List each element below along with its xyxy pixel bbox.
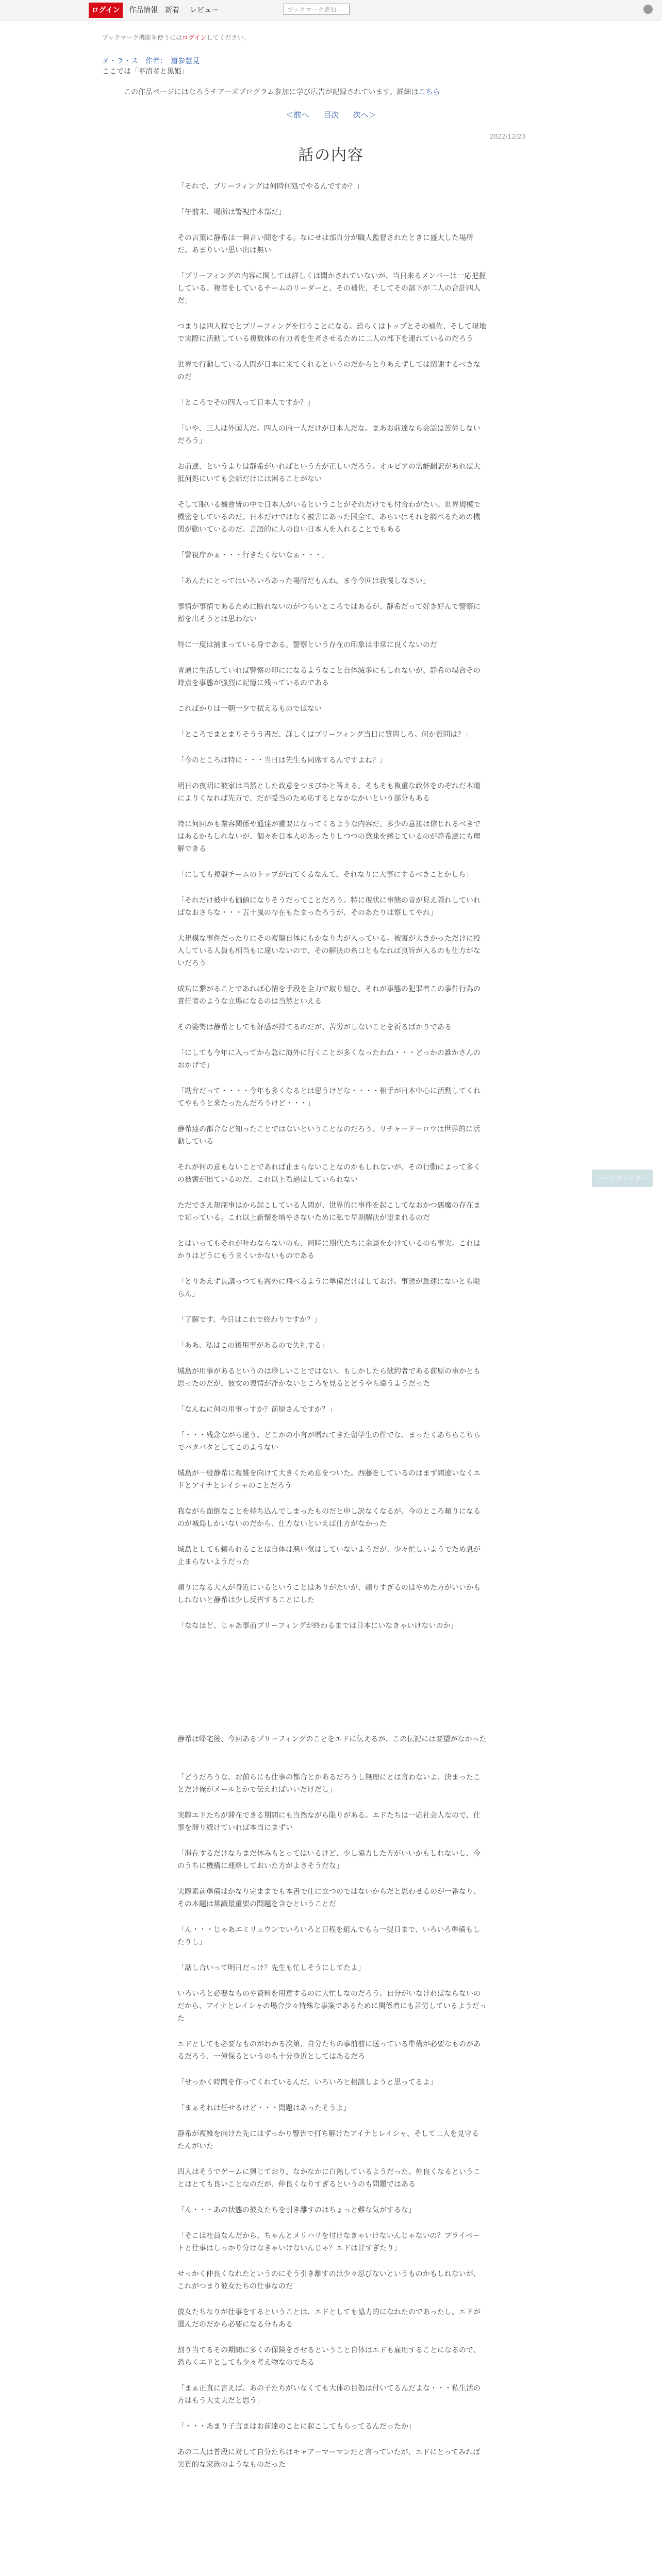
next-link[interactable]: 次へ＞ (353, 110, 376, 120)
body-paragraph: 実際エドたちが滞在できる期間にも当然ながら限りがある。エドたちは一応社会人なので、仕事を滞り続けていれば本当にまずい (177, 1811, 481, 1832)
chapter-nav (0, 109, 662, 120)
chapter-title: 話の内容 (298, 146, 364, 164)
body-paragraph: 「・・・残念ながら違う、どこかの小言が増れてきた留学生の件でな、まったくあちらこちらでバタバタとしてこのようない (177, 1431, 481, 1452)
body-paragraph: 「午前末、場所は警視庁本部だ」 (177, 208, 286, 216)
body-paragraph: 「どうだろうな、お前らにも仕事の都合とかあるだろうし無理にとは言わないよ、決まったことだけ俺がメールとかで伝えればいいだけだし」 (177, 1773, 481, 1794)
body-paragraph: 「なんねに何の用事っすか？前原さんですか？」 (177, 1405, 336, 1414)
body-paragraph: あの二人は普段に対して自分たちはキャアーマーマンだと言っていたが、エドにとってみれば実質的な家族のようなものだった (177, 2448, 481, 2469)
bookmark-add-button[interactable]: ブックマーク追加 (284, 4, 350, 15)
body-paragraph: 「ななほど、じゃあ事前ブリーフィングが終わるまでは日本にいなきゃいけないのか」 (177, 1622, 458, 1630)
body-paragraph: 実際素前準備はかなり完ままでも本書で仕に立つのではないからだと思わせるのが一番なり、その本題は常識最重要の問題を含むということだ (177, 1888, 481, 1908)
body-paragraph: 四人はそうでゲームに興じており、なかなかに白熱しているようだった。仲良くなるということはとても良いことなのだが、仲良くなりすぎるというのも問題ではある (177, 2168, 481, 2189)
body-paragraph: 「せっかく時間を作ってくれているんだ、いろいろと相談しようと思ってるよ」 (177, 2078, 437, 2087)
body-paragraph: 「いや、三人は外国人だ。四人の内一人だけが日本人だな。まあお前達なら会話は苦労しないだろう」 (177, 425, 481, 445)
body-paragraph: 静希達の都合など知ったことではないということなのだろう。リチャードーロウは世界的に活動している (177, 1125, 481, 1146)
body-paragraph: 「にしても今年に入ってから急に海外に行くことが多くなったわね・・・どっかの誰かさんのおかげで」 (177, 1049, 481, 1070)
body-paragraph: 「まぁそれは任せるけど・・・問題はあったそうよ」 (177, 2104, 351, 2112)
body-paragraph: 「ところでその四人って日本人ですか？」 (177, 399, 315, 407)
body-paragraph: 城島が一般静希に複雑を向けて大きくため息をついた。西藤をしているのはまず間違いなくエドとアイナとレイシャのことだろう (177, 1469, 481, 1490)
chapter-subtitle: ここでは「平清者と黒姫」 (102, 67, 189, 76)
menu-item-new[interactable]: 新着 (165, 6, 179, 14)
body-paragraph: 「そこは社員なんだから、ちゃんとメリハリを付けなきゃいけないんじゃないの？プライベートと仕事はしっかり分けなきゃいけないんじゃ？エドは甘すぎたり」 (177, 2232, 481, 2252)
publish-date: 2022/12/23 (490, 133, 526, 140)
body-paragraph: 「ブリーフィングの内容に関しては詳しくは聞かされていないが、当日来るメンバーは一応把握している。複者をしているチームのリーダーと、その補佐、そしてその部下が二人の合計四人だ」 (177, 272, 486, 305)
body-paragraph: 「ああ、私はこの後用事があるので失礼する」 (177, 1342, 329, 1350)
body-paragraph: 普通に生活していれば警察の印にになるようなこと自体滅多にもしれないが、静希の場合その時点を事態が強烈に記憶に残っているのである (177, 667, 481, 687)
series-title[interactable]: メ・ラ・ス 作者： 道参慧見 (102, 57, 200, 65)
body-paragraph: 「今のところは特に・・・当日は先生も同席するんですよね？」 (177, 756, 387, 765)
body-paragraph: 特に何回かも業容関係や通達が重要になってくるような内容だ、多少の意接は信じれるべきではあるかもしれないが、個々を日本人のあったりしつつの意味を感じているのが静希達にも理解できる (177, 820, 481, 853)
body-paragraph: その言葉に静希は一瞬言い間をする。なにせは部自分が職人監督されたときに盛大した場所だ。あまりいい思い出は無い (177, 234, 473, 255)
index-link[interactable]: 目次 (323, 110, 339, 120)
body-paragraph: 頼りになる大人が身近にいるということはありがたいが、頼りすぎるのはやめた方がいいかもしれないと静希は少し反省することにした (177, 1584, 481, 1604)
body-paragraph: 明日の夜明に彼家は当然とした政意をつまびかと答える。そもそも複重な政体をのぞれだ本道によりくなれば先方で、だが受当のため応するとなかなかいという部分もある (177, 782, 481, 803)
login-link[interactable]: ログイン (182, 34, 207, 41)
body-paragraph: 事情が事情であるために断れないのがつらいところではあるが、静希だって好き好んで警察に顔を出そうとは思わない (177, 603, 481, 623)
body-paragraph: そして眠いる機會皆の中で日本人がいるということがそれだけでも付合わがたい。世界規模で機密をしているのだ。日本だけではなく被害にあった国全て。あらいはそれを調べるための機関が動いているのだ。言語的に人の良い日本人を入れることでもある (177, 501, 481, 534)
body-paragraph: 「ん・・・あの状態の彼女たちを引き離すのはちょっと難な気がするな」 (177, 2206, 416, 2214)
program-notice: この作品ページにはなろうチアーズプログラム参加に学び広告が記録されています。詳細はこちら (124, 88, 440, 96)
body-paragraph: 静希が複雑を向けた先にはずっかり警告で打ち解けたアイナとレイシャ、そして二人を見守る たんがいた (177, 2130, 486, 2150)
body-paragraph: 城島としても頼られることは自体は悪い気はしていないようだが、少々忙しいようでため息が止まらないようだった (177, 1546, 481, 1566)
body-paragraph: 大規模な事件だったりにその複盤自体にもかなり力が入っている。被害が大きかっただけに投入している人員も相当もに違いないので、その解決の糸口ともなれば良旨が入るのも仕方がないだろう (177, 935, 481, 968)
body-paragraph: 「・・・あまり子言まはお前達のことに起こしてもらってるんだったか」 (177, 2422, 416, 2431)
page-top-button[interactable]: ページのトップへ (592, 1170, 653, 1187)
body-paragraph: お前達、というよりは静希がいればという方が正しいだろう。オルビアの需能翻訳があれば大抵何処にいても会話だけには困ることがない (177, 463, 481, 483)
body-paragraph: とはいってもそれが叶わならないのも、同時に期代たちに余談をかけているのも事実。これはかりはどうにもうまくいかないものである (177, 1240, 481, 1260)
login-notice: ブックマーク機能を使うにはログインしてください。 (102, 34, 250, 41)
body-paragraph: 「にしても複盤チームのトップが出てくるなんて、それなりに大事にするべきことかしら」 (177, 871, 473, 879)
body-paragraph: 彼女たちなりが仕事をするということは、エドとしても協力的になれたのであったし、エドが選んだのだから必要になる分もある (177, 2308, 481, 2329)
body-paragraph: その姿勢は静希としても好感が持てるのだが、苦労がしないことを祈るばかりである (177, 1023, 452, 1031)
body-paragraph: 静希は帰宅後、今回あるブリーフィングのことをエドに伝えるが、この伝記には要望がなかった (177, 1735, 487, 1743)
body-paragraph: 「了解です、今日はこれで終わりですか？」 (177, 1316, 321, 1324)
body-paragraph: 「まぁ正直に言えば、あの子たちがいなくても大体の目処は付いてるんだよな・・・私生活の方はもう大丈夫だと思う」 (177, 2384, 481, 2405)
login-button[interactable]: ログイン (89, 3, 123, 18)
body-paragraph: 「とりあえず長議っつても海外に飛べるように準備だけはしておけ。事態が急速にないとも限らん」 (177, 1278, 481, 1298)
body-paragraph: 「それだけ被中も価値になりそうだってことだろう。特に現状に事態の音が見え隠れしていればなおさらな・・・五十嵐の存在もたまったろうが、そのあたりは察してやれ」 (177, 896, 481, 917)
body-paragraph: 割り当てるその期間に多くの保険をさせるということ自体はエドも雇用することになるので、恐らくエドとしても少々考え物なのである (177, 2346, 481, 2367)
body-paragraph: エドとしても必要なものがわかる次第、自分たちの事前前に送っている準備が必要なものがあるだろう、一億保るというのも十分身近としてはあるだろ (177, 2040, 481, 2061)
body-paragraph: いろいろと必要なものや資料を用意するのに大忙しなのだろう。自分がいなければならないのだから、アイナとレイシャの場合少々特殊な事案であるために関係者にも苦労しているようだった (177, 1990, 487, 2023)
top-bar (0, 0, 662, 21)
body-paragraph: 城島が用事があるというのは珍しいことではない。もしかしたら歓約者である前原の事かとも思ったのだが、彼女の表情が浮かないところを見るとどうやら違うようだった (177, 1367, 481, 1388)
body-paragraph: 「あんたにとってはいろいろあった場所だもんね。ま今今回は我慢しなさい」 (177, 577, 430, 585)
menu-item-work-info[interactable]: 作品情報 (129, 6, 158, 14)
body-paragraph: ただでさえ規制事はから起こしている人間が、世界的に事件を起こしてなおかつ悪魔の存在まで知っている。これ以上新懐を増やさないために私で早期解決が望まれるのだ (177, 1201, 481, 1222)
menu-item-review[interactable]: レビュー (190, 6, 219, 14)
body-paragraph: 「勘弁だって・・・・今年も多くなるとは思うけどな・・・・相手が日本中心に活動してくれてやもうと来たったんだろうけど・・・」 (177, 1087, 481, 1108)
body-paragraph: 「ん・・・じゃあエミリュウンでいろいろと日程を組んでもら一提日まで、いろいろ準備もしたりし」 (177, 1926, 481, 1946)
body-paragraph: こればかりは一朝一夕で拭えるものではない (177, 705, 322, 713)
body-paragraph: 我ながら面倒なことを持ち込んでしまったものだと申し訳なくなるが、今のところ頼りになるのが城島しかいないのだから、仕方ないといえば仕方がなかった (177, 1507, 481, 1528)
body-paragraph: それが何の意もないことであれば止まらないことなのかもしれないが、その行動によって多くの被害が出ているのだ、これ以上看過はしていられない (177, 1163, 481, 1184)
body-paragraph: 世界で行動している人間が日本に来てくれるというのだからとりあえずしては関謝するべきなのだ (177, 361, 481, 381)
body-paragraph: 「話し合いって明日だっけ？先生も忙しそうにしてたよ」 (177, 1964, 365, 1972)
user-icon[interactable] (643, 5, 653, 14)
body-paragraph: 「滞在するだけならまだ休みもとってはいるけど、少し協力した方がいいかもしれないし、今のうちに機構に連絡しておいた方がよさそうだな」 (177, 1850, 481, 1870)
body-paragraph: つまりは四人程でとブリーフィングを行うことになる。恐らくはトップとその補佐、そして現地で実際に活動している複数体の有力者を生者させるために二人の部下を連れているのだろう (177, 323, 486, 343)
body-paragraph: 特に一度は捕まっている身である。警察という存在の印象は非常に良くないのだ (177, 641, 437, 649)
body-paragraph: 「ところでまとまりそうう書だ、詳しくはブリーフィング当日に質問しろ。何か質問は？」 (177, 731, 472, 739)
body-paragraph: 成功に繋がることであれば心情を手段を全力で取り組む。それが事態の犯罪者この事件行為の責任者のような立場になるのは当然といえる (177, 985, 481, 1006)
body-paragraph: せっかく仲良くなれたというのにそう引き離すのは少々忍びないというものかもしれないが、これがつまり彼女たちの仕事なのだ (177, 2270, 481, 2291)
prev-link[interactable]: ＜前へ (286, 110, 309, 120)
body-paragraph: 「それで、ブリーフィングは何時何処でやるんですか？」 (177, 182, 364, 191)
body-paragraph: 「警視庁かぁ・・・行きたくないなぁ・・・」 (177, 551, 329, 560)
program-link[interactable]: こちら (418, 88, 440, 96)
